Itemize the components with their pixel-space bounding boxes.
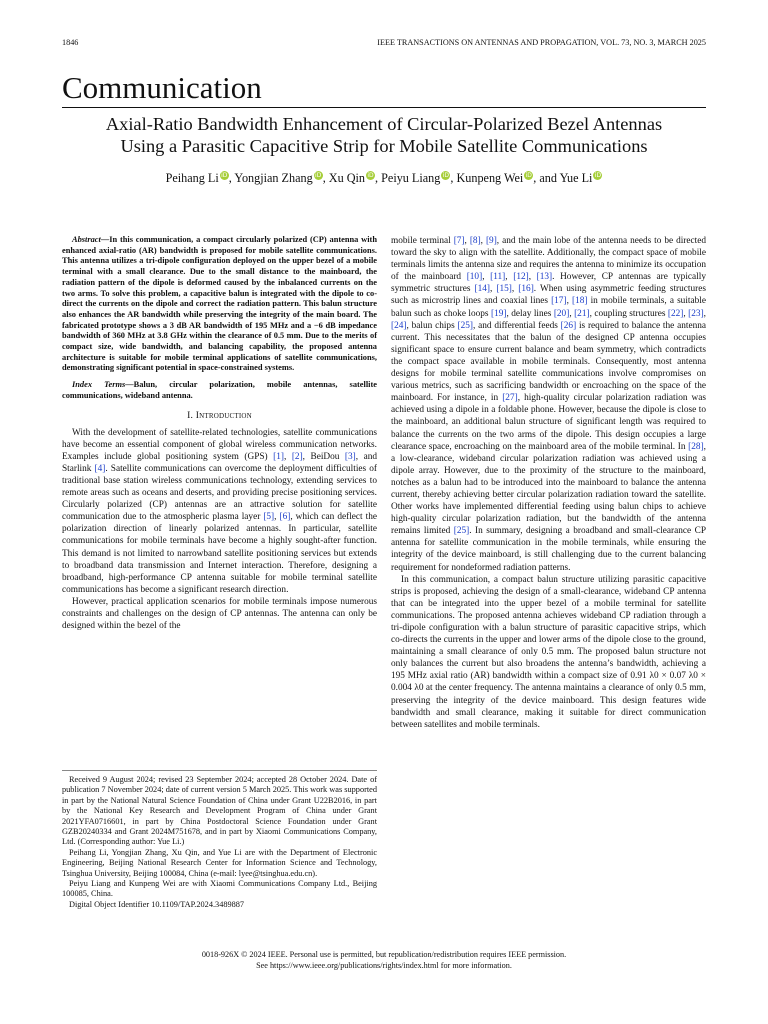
citation-link[interactable]: [17] [551, 296, 567, 307]
copyright-line: 0018-926X © 2024 IEEE. Personal use is permitted, but republication/redistribution requires IEEE permission. [201, 950, 567, 959]
citation-link[interactable]: [14] [474, 284, 491, 295]
abstract [62, 235, 377, 374]
citation-link[interactable]: [25] [457, 320, 473, 331]
abstract-text: In this communication, a compact circularly polarized (CP) antenna with enhanced axial-ratio (AR) bandwidth is proposed for mobile satellite communications. This antenna utilizes a tri-dipole configuration deployed on the upper bezel of a mobile terminal with a small clearance. Due to the small distance to the mainboard, the radiation pattern of the dipole is deformed caused by the inbalanced currents on the two arms. To solve this problem, a capacitive balun is integrated with the dipole to co-direct the currents on the dipole and correct the radiation pattern. This balun structure also enhances the AR bandwidth while preserving the integrity of the main board. The fabricated prototype shows a 3 dB AR bandwidth of 195 MHz and a −6 dB impedance bandwidth of 360 MHz at 3.8 GHz within the clearance of 0.5 mm. Due to the merits of compact size, wide bandwidth, and balancing capability, the proposed antenna architecture is suitable for mobile terminal applications of satellite communications, demonstrating significant potential in space-constrained systems. [62, 235, 377, 373]
citation-link[interactable]: [16] [518, 284, 534, 295]
title-line-2: Using a Parasitic Capacitive Strip for Mobile Satellite Communications [120, 136, 648, 156]
author-name: Peiyu Liang [381, 171, 441, 185]
section-label [62, 70, 706, 108]
citation-link[interactable]: [10] [466, 272, 483, 283]
author-name: Xu Qin [328, 171, 366, 185]
citation-link[interactable]: [28] [688, 441, 704, 452]
citation-link[interactable]: [18] [571, 296, 588, 307]
citation-link[interactable]: [23] [688, 308, 704, 319]
rights-link[interactable]: See https://www.ieee.org/publications/rights/index.html for more information. [256, 960, 512, 970]
author-list [62, 170, 706, 186]
page-number: 1846 [62, 38, 79, 47]
citation-link[interactable]: [4] [94, 463, 106, 474]
footnote-received: Received 9 August 2024; revised 23 September 2024; accepted 28 October 2024. Date of publication 7 November 2024; date of current version 5 March 2025. This work was supported in part by the National Natural Science Foundation of China under Grant U22B2016, in part by the National Key Research and Development Program of China under Grant 2021YFA0716601, in part by China Postdoctoral Science Foundation under Grant GZB20240334 and Grant 2024M751678, and in part by Xiaomi Communications Company, Ltd. (Corresponding author: Yue Li.) [62, 775, 377, 847]
citation-link[interactable]: [5] [263, 512, 275, 523]
copyright-footer [62, 950, 706, 971]
author-name: Yue Li [559, 171, 593, 185]
author-name: Kunpeng Wei [456, 171, 524, 185]
orcid-icon[interactable]: iD [315, 171, 322, 179]
footnote-doi: Digital Object Identifier 10.1109/TAP.2024.3489887 [69, 899, 245, 909]
journal-header: IEEE TRANSACTIONS ON ANTENNAS AND PROPAGATION, VOL. 73, NO. 3, MARCH 2025 [377, 38, 706, 47]
author-name: Yongjian Zhang [234, 171, 313, 185]
paper-title [62, 113, 706, 157]
citation-link[interactable]: [15] [496, 284, 512, 295]
citation-link[interactable]: [24] [391, 320, 407, 331]
title-line-1: Axial-Ratio Bandwidth Enhancement of Circular-Polarized Bezel Antennas [105, 114, 663, 134]
footnote-affiliation-2: Peiyu Liang and Kunpeng Wei are with Xiaomi Communications Company Ltd., Beijing 100085, China. [62, 879, 377, 899]
citation-link[interactable]: [7] [453, 236, 465, 246]
orcid-icon[interactable]: iD [594, 171, 602, 179]
citation-link[interactable]: [1] [273, 451, 284, 462]
running-header [62, 38, 706, 50]
citation-link[interactable]: [11] [490, 272, 506, 283]
intro-paragraph-1: With the development of satellite-related technologies, satellite communications have become an essential component of global wireless communication networks. Examples include global positioning system (GPS) [1], [2], BeiDou [3], and Starlink [4]. Satellite communications can overcome the deployment difficulties of traditional base station wireless communications technology, extending services to remote areas such as oceans and deserts, and providing precise positioning services. Circularly polarized (CP) antennas are an attractive solution for satellite communication due to the atmospheric plasma layer [5], [6], which can deflect the polarization direction of linearly polarized antennas. In particular, satellite communications for mobile terminals have become a highly sought-after function. This demand is not limited to narrowband satellite positioning services but extends to broadband data transmission and Internet interaction. Therefore, designing a broadband, high-performance CP antenna suitable for mobile terminal satellite communications has become a significant research direction. [62, 427, 377, 595]
author-separator: , [375, 171, 382, 185]
citation-link[interactable]: [9] [485, 236, 497, 246]
citation-link[interactable]: [20] [553, 308, 570, 319]
first-page-footnote [62, 770, 377, 910]
author-separator: , [450, 171, 457, 185]
right-paragraph-2: In this communication, a compact balun structure utilizing parasitic capacitive strips is proposed, achieving the design of a small-clearance, wideband CP antenna that can be integrated into the upper bezel of a mobile terminal for satellite communications. The proposed antenna achieves wideband CP radiation through a tri-dipole configuration with a balun structure of parasitic capacitive strips, which co-directs the currents in the upper and lower arms of the dipole close to the ground, maintaining a small clearance of only 0.5 mm. The proposed balun structure not only balances the current but also broadens the antenna’s bandwidth, achieving a 195 MHz axial ratio (AR) bandwidth within a compact size of 0.91 λ0 × 0.07 λ0 × 0.004 λ0 at the center frequency. The antenna maintains a clearance of only 0.5 mm, preserving the integrity of the device mainboard. This design features wide bandwidth and small clearance, making it suitable for direct communication between satellites and mobile terminals. [391, 574, 706, 730]
author-separator: , [228, 171, 235, 185]
citation-link[interactable]: [26] [560, 320, 577, 331]
index-terms-label: Index Terms— [72, 380, 134, 390]
citation-link[interactable]: [13] [536, 272, 553, 283]
citation-link[interactable]: [12] [513, 272, 529, 283]
orcid-icon[interactable]: iD [525, 171, 532, 179]
index-terms [62, 380, 377, 401]
right-column [391, 235, 706, 731]
right-paragraph-1: mobile terminal [7], [8], [9], and the main lobe of the antenna needs to be directed toward the sky to align with the satellite. Additionally, the compact space of mobile terminals limits the antenna size and requires the antenna to minimize its occupation of the mainboard [10], [11], [12], [13]. However, CP antennas are typically symmetric structures [14], [15], [16]. When using asymmetric feeding structures such as microstrip lines and coaxial lines [17], [18] in mobile terminals, a suitable balun such as choke loops [19], delay lines [20], [21], coupling structures [22], [23], [24], balun chips [25], and differential feeds [26] is required to balance the antenna current. This necessitates that the balun of the designed CP antenna occupies significant space to ensure current balance and beam symmetry, which contradicts the compact space available in mobile terminals. Consequently, most antenna designs for mobile terminal satellite communications involve compromises on various metrics, such as sacrificing bandwidth or encroaching on the space of the mainboard. For instance, in [27], high-quality circular polarization radiation was achieved using a dipole in a foldable phone. However, because the dipole is close to the mainboard, an additional balun structure of significant length was required to balance the currents on the two arms of the dipole. This design occupies a large clearance space, encroaching on the mainboard area of the mobile terminal. In [28], a low-clearance, wideband circular polarization radiation was achieved using a dipole array. However, due to the proximity of the structure to the mainboard, notches as a balun had to be introduced into the mainboard to balance the antenna current, thereby achieving better circular polarization radiation toward the satellite. Other works have implemented differential feeding using balun chips to achieve high-quality circular polarization radiation, but the bandwidth of the antenna remains limited [25]. In summary, designing a broadband and small-clearance CP antenna for satellite communication in the mobile terminals, while ensuring the integrity of the device mainboard, is still challenging due to the current balancing requirement for nondeformed radiation patterns. [391, 236, 707, 573]
author-name: Peihang Li [165, 171, 219, 185]
citation-link[interactable]: [25] [453, 526, 470, 537]
intro-paragraph-2: However, practical application scenarios for mobile terminals impose numerous constraints and challenges on the design of CP antennas. The antenna can only be designed within the bezel of the [62, 596, 377, 632]
citation-link[interactable]: [8] [469, 236, 481, 246]
citation-link[interactable]: [27] [502, 393, 518, 404]
author-separator: , and [533, 171, 560, 185]
orcid-icon[interactable]: iD [367, 171, 374, 179]
citation-link[interactable]: [2] [291, 451, 303, 462]
orcid-icon[interactable]: iD [442, 171, 450, 179]
orcid-icon[interactable]: iD [221, 171, 228, 179]
author-separator: , [322, 171, 329, 185]
citation-link[interactable]: [3] [344, 451, 356, 462]
left-column [62, 235, 377, 632]
intro-heading: I. Introduction [187, 409, 252, 421]
abstract-label: Abstract— [72, 235, 110, 244]
footnote-affiliation-1: Peihang Li, Yongjian Zhang, Xu Qin, and Yue Li are with the Department of Electronic Engineering, Beijing National Research Center for Information Science and Technology, Tsinghua University, Beijing 100084, China (e-mail: lyee@tsinghua.edu.cn). [62, 847, 377, 878]
citation-link[interactable]: [6] [279, 512, 291, 523]
citation-link[interactable]: [19] [490, 308, 507, 319]
citation-link[interactable]: [21] [574, 308, 590, 319]
section-label-text: Communication [62, 70, 266, 105]
index-terms-text: Balun, circular polarization, mobile antennas, satellite communications, wideband antenna. [62, 380, 377, 400]
citation-link[interactable]: [22] [667, 308, 684, 319]
